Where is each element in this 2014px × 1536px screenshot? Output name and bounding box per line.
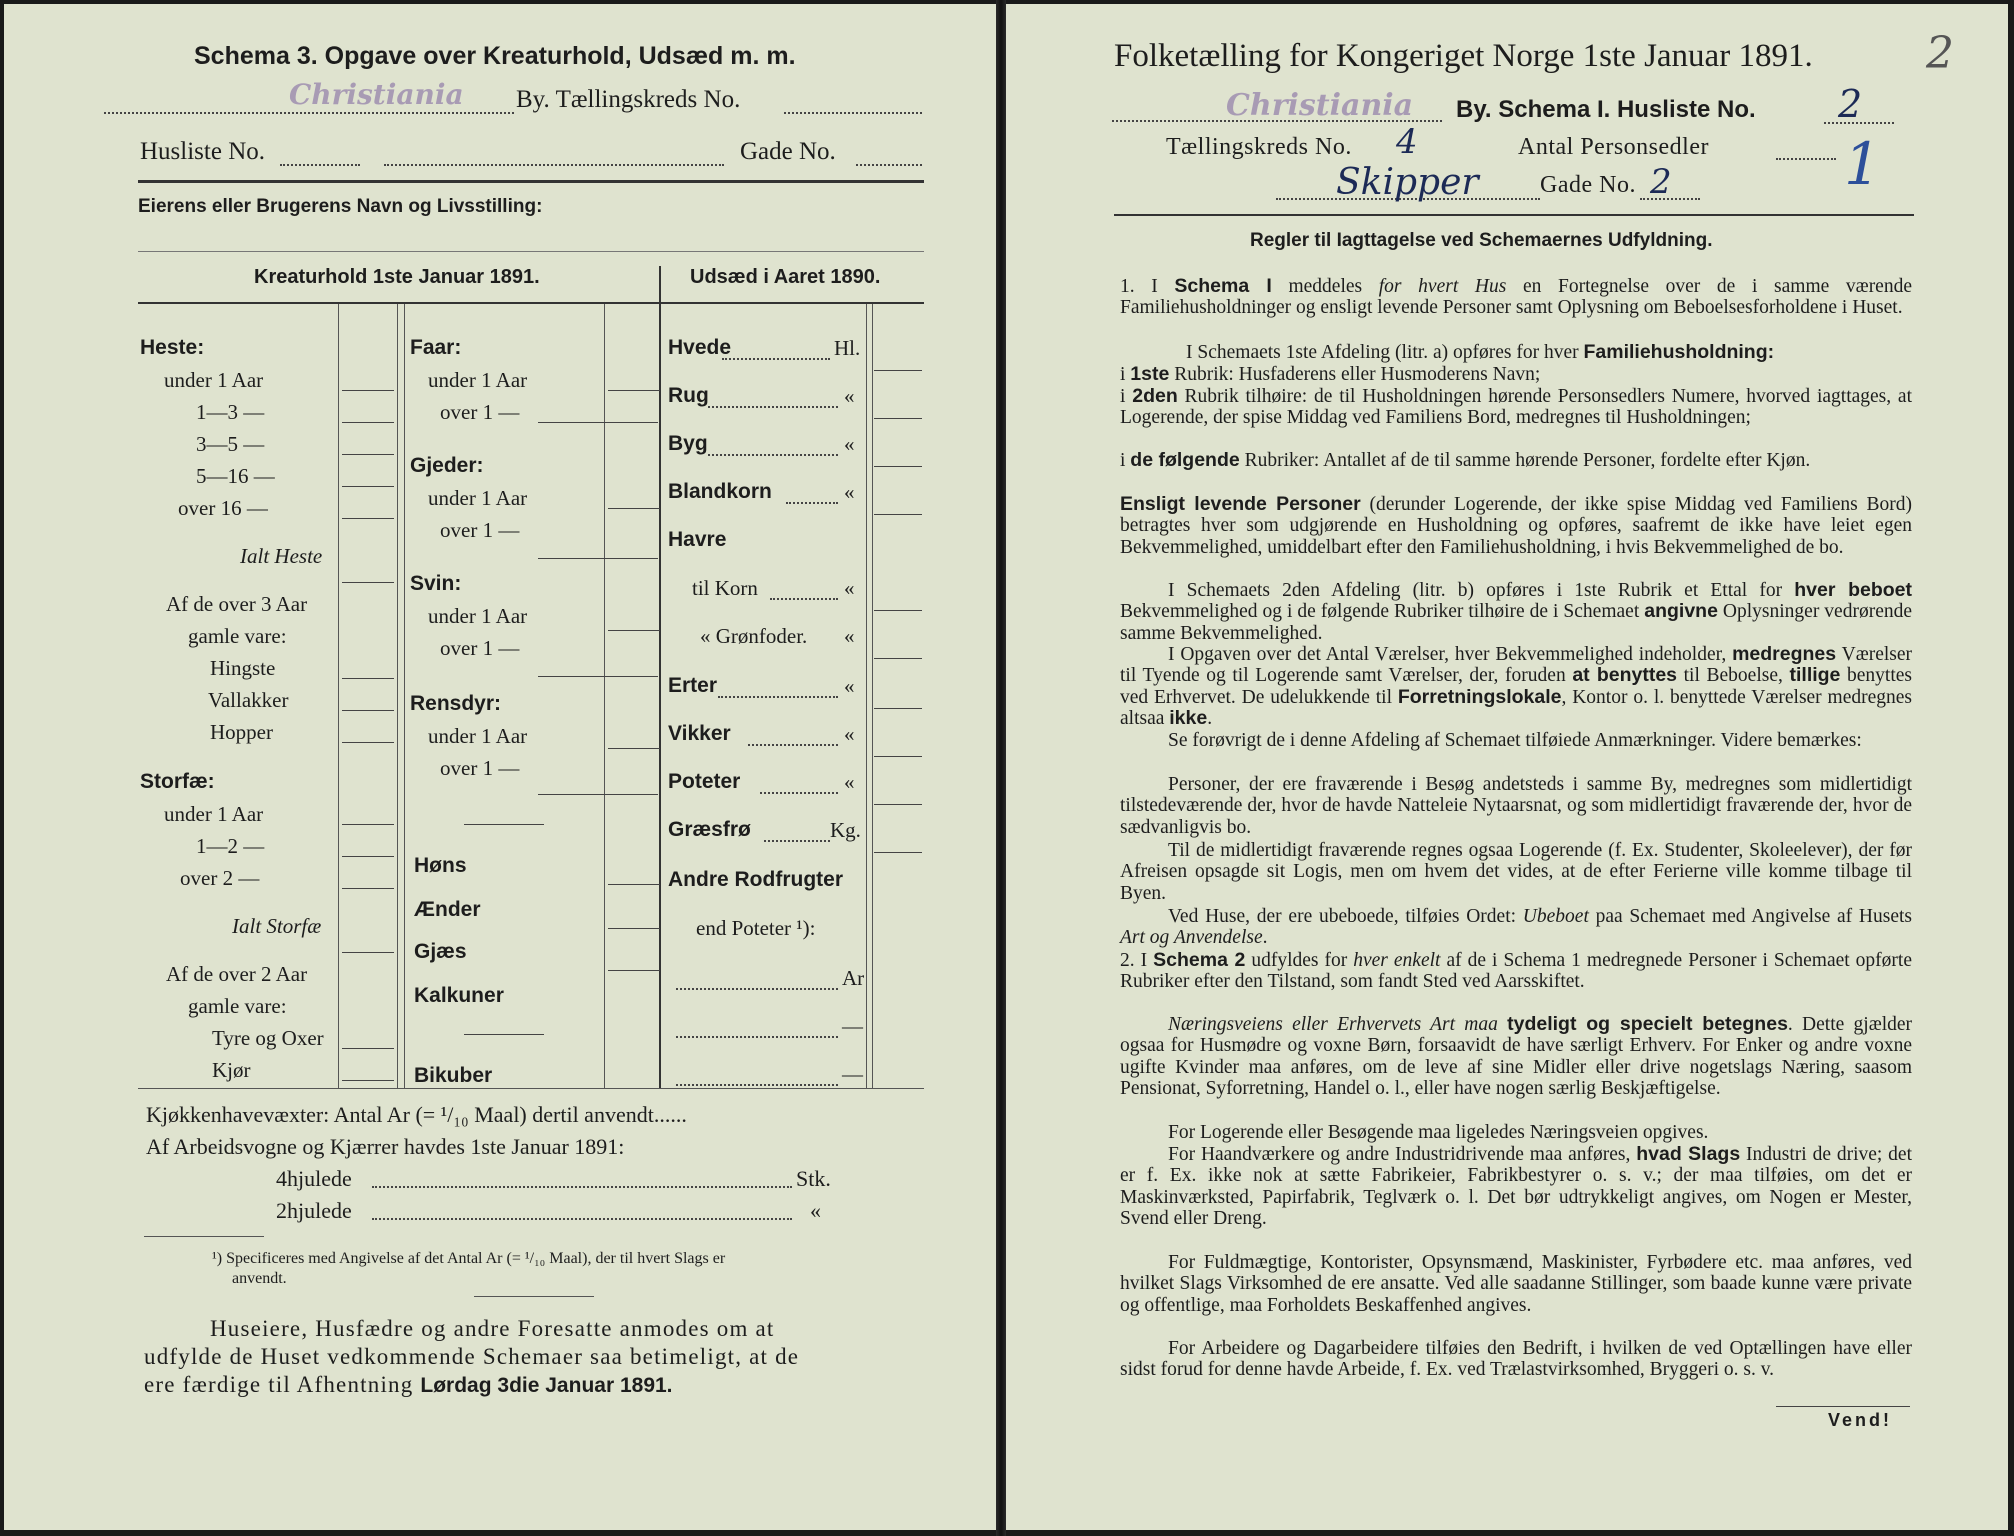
ditto-dash: —: [842, 1062, 863, 1086]
rule-paragraph: i 1ste Rubrik: Husfaderens eller Husmoderens Navn;: [1120, 363, 1541, 385]
rule-paragraph: 2. I Schema 2 udfyldes for hver enkelt af de i Schema 1 medregnede Personer i Schemaet opførte Rubriker efter den Tilstand, som fandt Sted ved Aarsskiftet.: [1120, 949, 1912, 993]
husliste-label: Husliste No.: [140, 138, 265, 165]
rule-paragraph: Til de midlertidigt fraværende regnes ogsaa Logerende (f. Ex. Studenter, Skoleelever), der før Afreisen opsagde sit Logis, men om hvem det vides, at de efter Ferierne ville komme tilbage til Byen.: [1120, 840, 1912, 904]
rule-paragraph: Ensligt levende Personer (derunder Logerende, der ikke spise Middag ved Familiens Bord) betragtes hver som udgjørende en Husholdning og opføres, saafremt de ikke have leiet egen Bekvemmelighed, umiddelbart efter den Familiehusholdning, i hvis Bekvemmelighed de bo.: [1120, 493, 1912, 558]
vikker-label: Vikker: [668, 722, 731, 745]
gjaes-label: Gjæs: [414, 940, 467, 963]
ditto-dash: —: [842, 1014, 863, 1038]
bikuber-label: Bikuber: [414, 1064, 493, 1087]
rug-label: Rug: [668, 384, 709, 407]
rensdyr-label: Rensdyr:: [410, 692, 502, 715]
rule-paragraph: For Arbeidere og Dagarbeidere tilføies den Bedrift, i hvilken de ved Optællingen have eller sidst forud for denne havde Arbeide, f. Ex. ved Trælastvirksomhed, Bryggeri o. s. v.: [1120, 1338, 1912, 1381]
left-page: [4, 4, 996, 1530]
gamle-vare2-label: gamle vare:: [188, 994, 287, 1018]
erter-label: Erter: [668, 674, 718, 697]
ditto-mark: «: [844, 384, 855, 408]
ander-label: Ænder: [414, 898, 481, 921]
gamle-vare-label: gamle vare:: [188, 624, 287, 648]
to-hjulede-label: 2hjulede: [276, 1198, 352, 1223]
gade-number: 2: [1650, 162, 1672, 202]
husliste-number: 2: [1838, 82, 1863, 126]
svin-label: Svin:: [410, 572, 462, 595]
ialt-heste: Ialt Heste: [240, 544, 323, 568]
schema3-title: Schema 3. Opgave over Kreaturhold, Udsæd m. m.: [194, 42, 796, 70]
kreds-number: 4: [1396, 122, 1418, 162]
stk-unit: Stk.: [796, 1166, 831, 1191]
gade-label: Gade No.: [1540, 172, 1636, 198]
hl-unit: Hl.: [834, 336, 861, 360]
street-name: Skipper: [1336, 162, 1479, 203]
rules-title: Regler til Iagttagelse ved Schemaernes Udfyldning.: [1250, 230, 1713, 251]
storfae-row: over 2 —: [180, 866, 260, 890]
footnote-line2: anvendt.: [232, 1270, 287, 1287]
ar-unit: Ar: [842, 966, 865, 990]
heste-row: under 1 Aar: [164, 368, 264, 392]
rule-paragraph: 1. I Schema I meddeles for hvert Hus en Fortegnelse over de i samme værende Familiehusholdninger og ensligt levende Personer samt Oplysning om Beboelsesforholdene i Huset.: [1120, 275, 1912, 319]
fire-hjulede-label: 4hjulede: [276, 1166, 352, 1191]
kjor-label: Kjør: [212, 1058, 251, 1082]
end-poteter-label: end Poteter ¹):: [696, 916, 816, 940]
storfae-row: 1—2 —: [196, 834, 265, 858]
graesfro-label: Græsfrø: [668, 818, 751, 841]
poteter-label: Poteter: [668, 770, 741, 793]
faar-label: Faar:: [410, 336, 462, 359]
byg-label: Byg: [668, 432, 708, 455]
header-rule: [138, 180, 924, 183]
header-rule: [1114, 214, 1914, 216]
heste-row: 1—3 —: [196, 400, 265, 424]
kreatur-heading: Kreaturhold 1ste Januar 1891.: [254, 266, 540, 288]
faar-under1: under 1 Aar: [428, 368, 528, 392]
rule-paragraph: Ved Huse, der ere ubeboede, tilføies Ordet: Ubeboet paa Schemaet med Angivelse af Husets Art og Anvendelse.: [1120, 906, 1913, 949]
blandkorn-label: Blandkorn: [668, 480, 772, 503]
kreds-label: Tællingskreds No.: [1166, 134, 1352, 160]
af-over-2-label: Af de over 2 Aar: [166, 962, 308, 986]
hingste-label: Hingste: [210, 656, 276, 680]
notice-line1: Huseiere, Husfædre og andre Foresatte anmodes om at: [210, 1316, 775, 1341]
ditto-mark: «: [810, 1198, 821, 1223]
vallakker-label: Vallakker: [208, 688, 289, 712]
hons-label: Høns: [414, 854, 467, 877]
andre-label: Andre Rodfrugter: [668, 868, 843, 891]
ditto-mark: «: [844, 432, 855, 456]
gjeder-under1: under 1 Aar: [428, 486, 528, 510]
rensdyr-over1: over 1 —: [440, 756, 520, 780]
by-label: By. Tællingskreds No.: [516, 86, 741, 113]
rule-paragraph: I Schemaets 1ste Afdeling (litr. a) opføres for hver Familiehusholdning:: [1186, 341, 1775, 363]
storfae-label: Storfæ:: [140, 770, 215, 793]
corner-number: 2: [1926, 28, 1954, 79]
kjokkenhave-line: Kjøkkenhavevæxter: Antal Ar (= ¹/₁₀ Maal) dertil anvendt......: [146, 1102, 687, 1127]
kg-unit: Kg.: [830, 818, 861, 842]
til-korn-label: til Korn: [692, 576, 758, 600]
antal-label: Antal Personsedler: [1518, 134, 1709, 160]
ditto-mark: «: [844, 576, 855, 600]
city-handwritten: Christiania: [1226, 88, 1414, 123]
af-over-3-label: Af de over 3 Aar: [166, 592, 308, 616]
vend-label: Vend!: [1828, 1410, 1893, 1430]
gjeder-over1: over 1 —: [440, 518, 520, 542]
rule-paragraph: i de følgende Rubriker: Antallet af de til samme hørende Personer, fordelte efter Kjøn.: [1120, 449, 1811, 471]
kalkuner-label: Kalkuner: [414, 984, 504, 1007]
gronfoder-label: « Grønfoder.: [700, 624, 808, 648]
eier-label: Eierens eller Brugerens Navn og Livsstilling:: [138, 196, 543, 217]
antal-number: 1: [1844, 130, 1881, 198]
havre-label: Havre: [668, 528, 727, 551]
ditto-mark: «: [844, 480, 855, 504]
census-title: Folketælling for Kongeriget Norge 1ste Januar 1891.: [1114, 38, 1813, 74]
schema1-label: By. Schema I. Husliste No.: [1456, 96, 1756, 123]
rule-paragraph: For Fuldmægtige, Kontorister, Opsynsmænd, Maskinister, Fyrbødere etc. maa anføres, ved hvilket Slags Virksomhed de ere ansatte. Ved alle saadanne Stillinger, som baade kunne være private og offentlige, maa Forholdets Beskaffenhed angives.: [1120, 1252, 1912, 1316]
gade-label: Gade No.: [740, 138, 836, 165]
rule-paragraph: For Haandværkere og andre Industridrivende maa anføres, hvad Slags Industri de drive; det er f. Ex. ikke nok at sætte Fabrikeier, Fabrikbestyrer o. s. v.; der maa tilføies, om det er Maskinværksted, Papirfabrik, Teglværk o. l. Det bør udtrykkeligt angives, om Nogen er Mester, Svend eller Dreng.: [1120, 1143, 1912, 1230]
rensdyr-under1: under 1 Aar: [428, 724, 528, 748]
arbeidsvogne-line: Af Arbeidsvogne og Kjærrer havdes 1ste Januar 1891:: [146, 1134, 625, 1159]
gjeder-label: Gjeder:: [410, 454, 484, 477]
footnote-line1: ¹) Specificeres med Angivelse af det Antal Ar (= ¹/₁₀ Maal), der til hvert Slags er: [212, 1250, 726, 1267]
faar-over1: over 1 —: [440, 400, 520, 424]
heste-row: over 16 —: [178, 496, 268, 520]
rule-paragraph: Næringsveiens eller Erhvervets Art maa tydeligt og specielt betegnes. Dette gjælder ogsaa for Husmødre og voxne Børn, forsaavidt de have særligt Erhverv. For Enker og andre voxne ugifte Kvinder maa anføres, om de leve af sine Midler eller drive nogetslags Næring, saasom Pensionat, Syforretning, Handel o. l., eller have nogen særlig Beskjæftigelse.: [1120, 1013, 1913, 1100]
rule-paragraph: I Opgaven over det Antal Værelser, hver Bekvemmelighed indeholder, medregnes Værelser til Tyende og til Logerende samt Værelser, der, foruden at benyttes til Beboelse, tillige benyttes ved Erhvervet. De udelukkende til Forretningslokale, Kontor o. l. benyttede Værelser medregnes altsaa ikke.: [1120, 643, 1913, 730]
svin-over1: over 1 —: [440, 636, 520, 660]
rule-paragraph: i 2den Rubrik tilhøire: de til Husholdningen hørende Personsedlers Numere, hvorved iagttages, at Logerende, der spise Middag ved Familiens Bord, medregnes til Husholdningen;: [1120, 385, 1913, 429]
rule-paragraph: For Logerende eller Besøgende maa ligeledes Næringsveien opgives.: [1168, 1122, 1709, 1143]
ditto-mark: «: [844, 624, 855, 648]
heste-row: 5—16 —: [196, 464, 275, 488]
heste-row: 3—5 —: [196, 432, 265, 456]
notice-line3: ere færdige til Afhentning Lørdag 3die Januar 1891.: [144, 1372, 673, 1397]
udsaed-heading: Udsæd i Aaret 1890.: [690, 266, 881, 288]
book-spine: [996, 0, 1006, 1536]
ditto-mark: «: [844, 722, 855, 746]
notice-line2: udfylde de Huset vedkommende Schemaer saa betimeligt, at de: [144, 1344, 800, 1369]
ditto-mark: «: [844, 770, 855, 794]
tyre-label: Tyre og Oxer: [212, 1026, 324, 1050]
ditto-mark: «: [844, 674, 855, 698]
hvede-label: Hvede: [668, 336, 732, 359]
right-page: [1006, 4, 2008, 1530]
ialt-storfae: Ialt Storfæ: [232, 914, 322, 938]
hopper-label: Hopper: [210, 720, 273, 744]
city-handwritten: Christiania: [289, 78, 464, 111]
rule-paragraph: Personer, der ere fraværende i Besøg andetsteds i samme By, medregnes som midlertidigt tilstedeværende der, hvor de havde Natteleie Nytaarsnat, og som midlertidigt fraværende der, hvor de sædvanligvis bo.: [1120, 774, 1912, 838]
rule-paragraph: Se forøvrigt de i denne Afdeling af Schemaet tilføiede Anmærkninger. Videre bemærkes:: [1168, 730, 1862, 751]
storfae-row: under 1 Aar: [164, 802, 264, 826]
rule-paragraph: I Schemaets 2den Afdeling (litr. b) opføres i 1ste Rubrik et Ettal for hver beboet Bekvemmelighed og i de følgende Rubriker tilhøire de i Schemaet angivne Oplysninger vedrørende samme Bekvemmelighed.: [1120, 579, 1913, 644]
heste-label: Heste:: [140, 336, 205, 359]
svin-under1: under 1 Aar: [428, 604, 528, 628]
